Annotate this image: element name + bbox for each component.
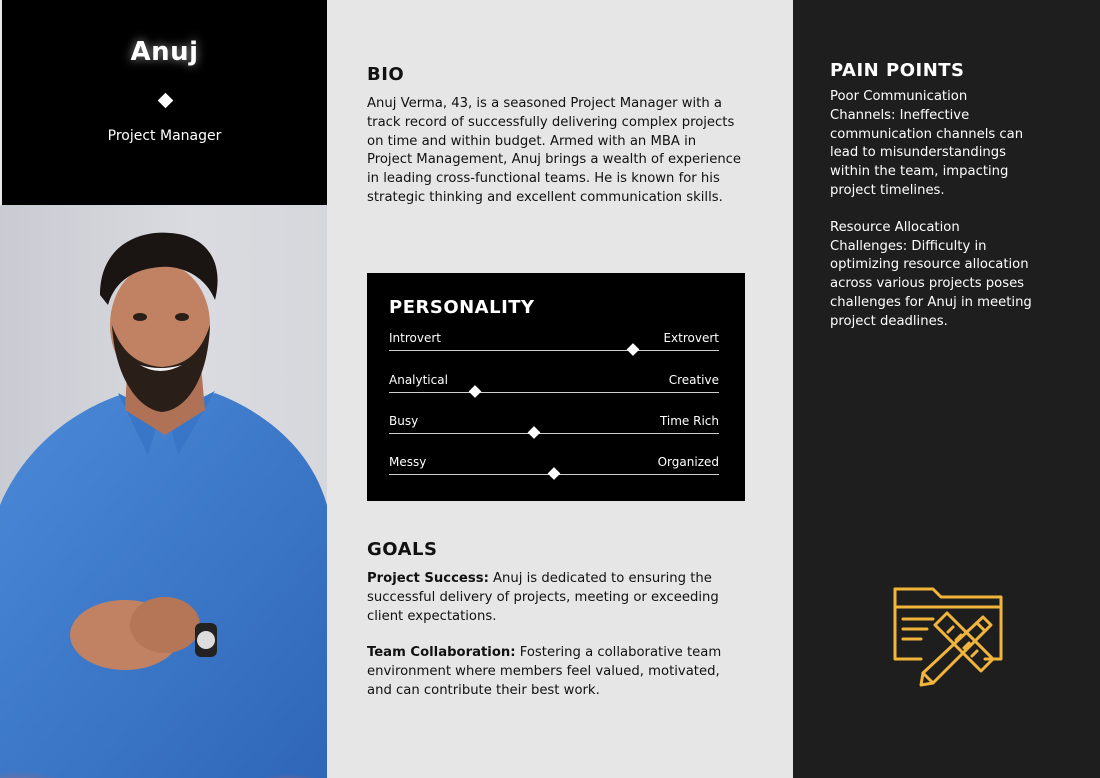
bio-text: Anuj Verma, 43, is a seasoned Project Manager with a track record of successfully delivering complex projects on time and within budget. Armed with an MBA in Project Management, Anuj brings a wealth of experience in leading cross-functional teams. He is known for his strategic thinking and excellent communication skills.	[367, 96, 742, 205]
goal-item	[367, 570, 742, 626]
trait-introvert-extrovert	[389, 331, 719, 351]
goal-label: Team Collaboration:	[367, 645, 516, 661]
portrait-illustration	[0, 205, 327, 778]
goals-heading: GOALS	[367, 539, 438, 560]
pain-points-heading: PAIN POINTS	[830, 60, 965, 81]
trait-analytical-creative	[389, 373, 719, 393]
trait-scale-line	[389, 433, 719, 434]
trait-left-label: Busy	[389, 414, 419, 428]
trait-slider-handle	[627, 343, 640, 356]
trait-right-label: Time Rich	[659, 414, 719, 428]
personality-heading: PERSONALITY	[389, 297, 535, 318]
goal-label: Project Success:	[367, 571, 489, 586]
folder-pencil-ruler-icon	[893, 577, 1005, 689]
pain-point-item: Resource Allocation Challenges: Difficulty in optimizing resource allocation across various projects poses challenges for Anuj in meeting project deadlines.	[830, 219, 1032, 329]
goal-text: Fostering a collaborative team environment where members feel valued, motivated, and can contribute their best work.	[367, 645, 722, 698]
trait-right-label: Organized	[657, 455, 719, 469]
trait-messy-organized	[389, 455, 719, 475]
personality-panel	[367, 273, 745, 501]
left-column	[0, 0, 327, 778]
persona-name: Anuj	[130, 37, 199, 67]
trait-right-label: Extrovert	[663, 331, 719, 345]
trait-left-label: Analytical	[389, 373, 448, 387]
trait-scale-line	[389, 392, 719, 393]
bio-heading: BIO	[367, 64, 405, 85]
persona-header	[2, 0, 327, 205]
trait-left-label: Messy	[389, 455, 427, 469]
trait-slider-handle	[528, 426, 541, 439]
trait-scale-line	[389, 350, 719, 351]
trait-busy-time-rich	[389, 414, 719, 434]
pain-points-list	[830, 88, 1035, 350]
goals-list	[367, 570, 742, 719]
trait-slider-handle	[468, 385, 481, 398]
pain-point-item: Poor Communication Channels: Ineffective communication channels can lead to misunderstandings within the team, impacting project timelines.	[830, 89, 1024, 198]
persona-role: Project Manager	[107, 128, 222, 144]
persona-photo	[0, 205, 327, 778]
goal-text: Anuj is dedicated to ensuring the successful delivery of projects, meeting or exceeding client expectations.	[367, 571, 719, 624]
right-column	[793, 0, 1100, 778]
trait-right-label: Creative	[668, 373, 719, 387]
trait-left-label: Introvert	[389, 331, 441, 345]
diamond-icon	[158, 93, 174, 109]
middle-column	[327, 0, 793, 778]
trait-slider-handle	[548, 467, 561, 480]
goal-item	[367, 644, 742, 700]
